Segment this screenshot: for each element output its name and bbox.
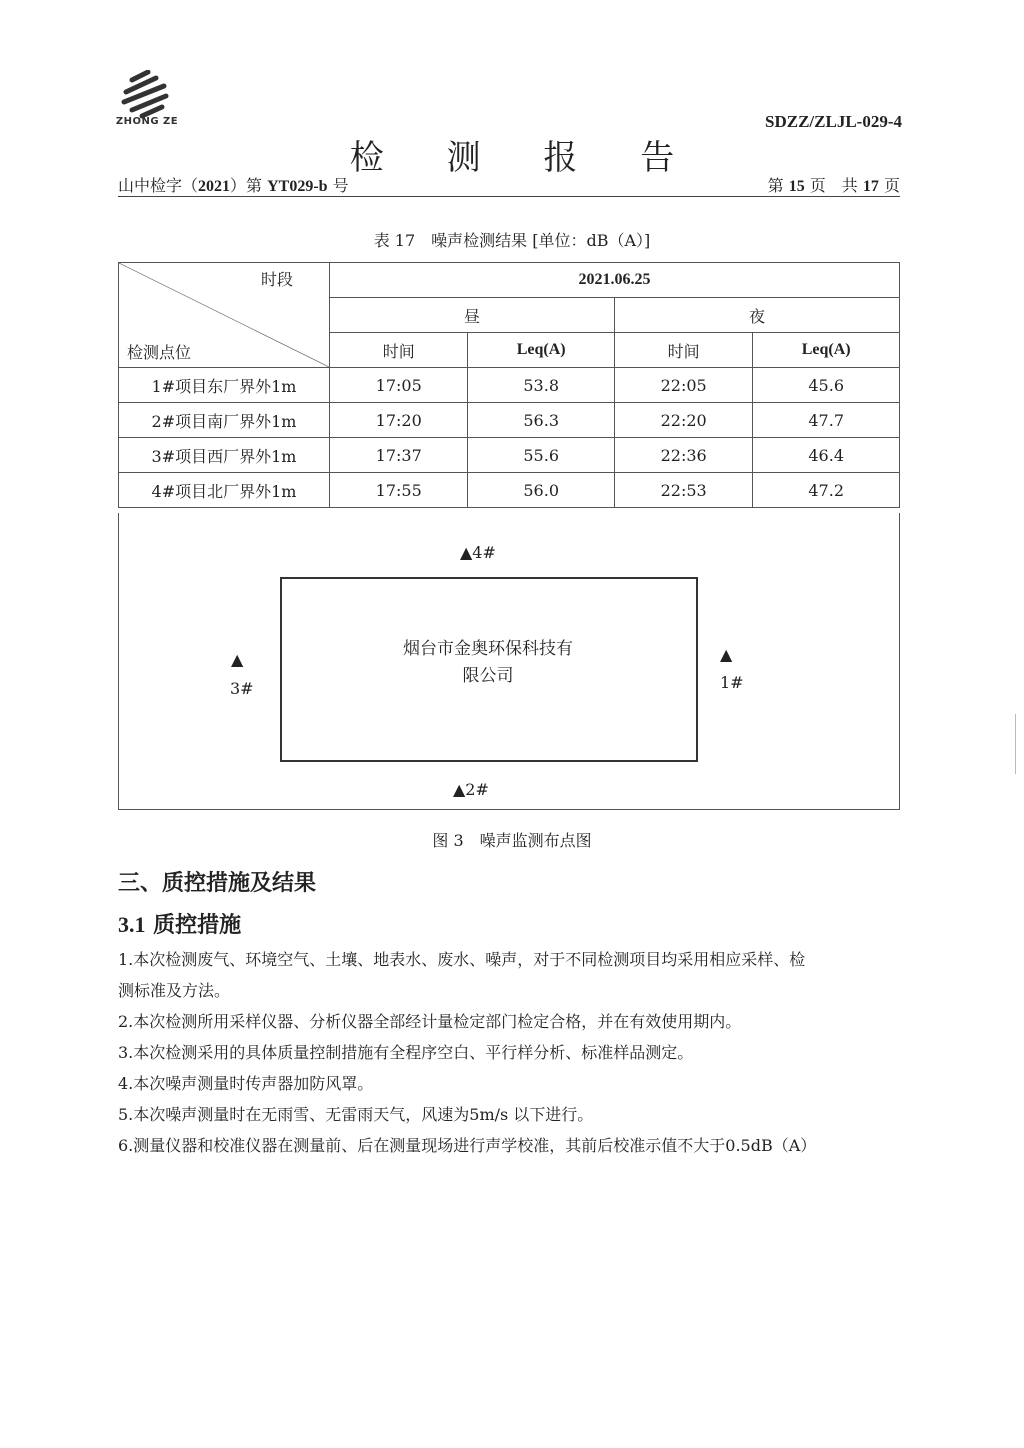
- list-item: 1.本次检测废气、环境空气、土壤、地表水、废水、噪声，对于不同检测项目均采用相应采样、检: [118, 950, 806, 969]
- corner-label-period: 时段: [261, 270, 294, 289]
- table-row: [119, 473, 900, 508]
- table-date: 2021.06.25: [330, 263, 900, 298]
- page-suffix: 页: [883, 176, 900, 195]
- subsection-number: 3.1: [118, 912, 146, 937]
- night-time-cell: 22:53: [614, 473, 752, 508]
- scan-artifact: [1015, 714, 1016, 774]
- site-name-line-1: 烟台市金奥环保科技有: [403, 639, 573, 659]
- header-divider: [118, 196, 900, 197]
- table-row: [119, 368, 900, 403]
- night-header: 夜: [614, 298, 899, 333]
- marker-2-south: ▲2#: [453, 780, 489, 799]
- day-time-cell: 17:55: [330, 473, 468, 508]
- page-total: 17: [862, 178, 879, 195]
- col-header-night-leq: Leq(A): [753, 333, 900, 368]
- report-number-prefix: 山中检字（: [118, 176, 199, 195]
- marker-1-triangle-icon: ▲: [720, 645, 733, 664]
- day-leq-cell: 56.0: [468, 473, 615, 508]
- document-code: SDZZ/ZLJL-029-4: [765, 112, 902, 131]
- point-cell: 1#项目东厂界外1m: [119, 368, 330, 403]
- point-cell: 2#项目南厂界外1m: [119, 403, 330, 438]
- page-mid: 页 共: [809, 176, 858, 195]
- table-caption: 表 17 噪声检测结果 [单位：dB（A）]: [373, 231, 651, 250]
- table-corner-cell: [119, 263, 330, 368]
- col-header-night-time: 时间: [614, 333, 752, 368]
- site-name: [280, 636, 696, 690]
- night-leq-cell: 45.6: [753, 368, 900, 403]
- page-title: 检 测 报 告: [349, 138, 701, 178]
- night-time-cell: 22:05: [614, 368, 752, 403]
- report-number-mid: ）第: [230, 176, 263, 195]
- report-number: [118, 173, 349, 196]
- subsection-heading: [118, 908, 241, 939]
- list-item: 5.本次噪声测量时在无雨雪、无雷雨天气，风速为5m/s 以下进行。: [118, 1105, 594, 1124]
- marker-3-label: 3#: [230, 679, 254, 698]
- section-heading: 三、质控措施及结果: [118, 870, 317, 896]
- figure-caption: 图 3 噪声监测布点图: [432, 831, 592, 850]
- day-time-cell: 17:05: [330, 368, 468, 403]
- list-item: 3.本次检测采用的具体质量控制措施有全程序空白、平行样分析、标准样品测定。: [118, 1043, 694, 1062]
- logo-mark-icon: [112, 70, 182, 120]
- day-header: 昼: [330, 298, 615, 333]
- night-leq-cell: 47.2: [753, 473, 900, 508]
- list-item: 6.测量仪器和校准仪器在测量前、后在测量现场进行声学校准，其前后校准示值不大于0.5dB（A）: [118, 1136, 817, 1155]
- night-leq-cell: 47.7: [753, 403, 900, 438]
- day-leq-cell: 53.8: [468, 368, 615, 403]
- page-prefix: 第: [767, 176, 784, 195]
- day-time-cell: 17:37: [330, 438, 468, 473]
- corner-label-point: 检测点位: [127, 343, 192, 362]
- list-item: 2.本次检测所用采样仪器、分析仪器全部经计量检定部门检定合格，并在有效使用期内。: [118, 1012, 742, 1031]
- night-leq-cell: 46.4: [753, 438, 900, 473]
- day-leq-cell: 55.6: [468, 438, 615, 473]
- subsection-title: 质控措施: [153, 912, 242, 938]
- report-number-year: 2021: [198, 178, 231, 195]
- page-current: 15: [788, 178, 805, 195]
- marker-1-label: 1#: [720, 673, 744, 692]
- report-number-suffix: 号: [332, 176, 349, 195]
- col-header-day-leq: Leq(A): [468, 333, 615, 368]
- page-number: [768, 173, 900, 196]
- night-time-cell: 22:36: [614, 438, 752, 473]
- marker-4-north: ▲4#: [460, 543, 496, 562]
- day-time-cell: 17:20: [330, 403, 468, 438]
- site-name-line-2: 限公司: [462, 666, 514, 686]
- night-time-cell: 22:20: [614, 403, 752, 438]
- table-row: [119, 438, 900, 473]
- marker-3-triangle-icon: ▲: [231, 650, 244, 669]
- noise-results-table: [118, 262, 900, 508]
- logo-text: ZHONG ZE: [115, 116, 179, 127]
- day-leq-cell: 56.3: [468, 403, 615, 438]
- report-number-code: YT029-b: [267, 178, 328, 195]
- col-header-day-time: 时间: [330, 333, 468, 368]
- point-cell: 4#项目北厂界外1m: [119, 473, 330, 508]
- list-item: 测标准及方法。: [118, 981, 231, 1000]
- table-row: [119, 403, 900, 438]
- list-item: 4.本次噪声测量时传声器加防风罩。: [118, 1074, 374, 1093]
- point-cell: 3#项目西厂界外1m: [119, 438, 330, 473]
- qc-measures-list: [118, 944, 900, 1161]
